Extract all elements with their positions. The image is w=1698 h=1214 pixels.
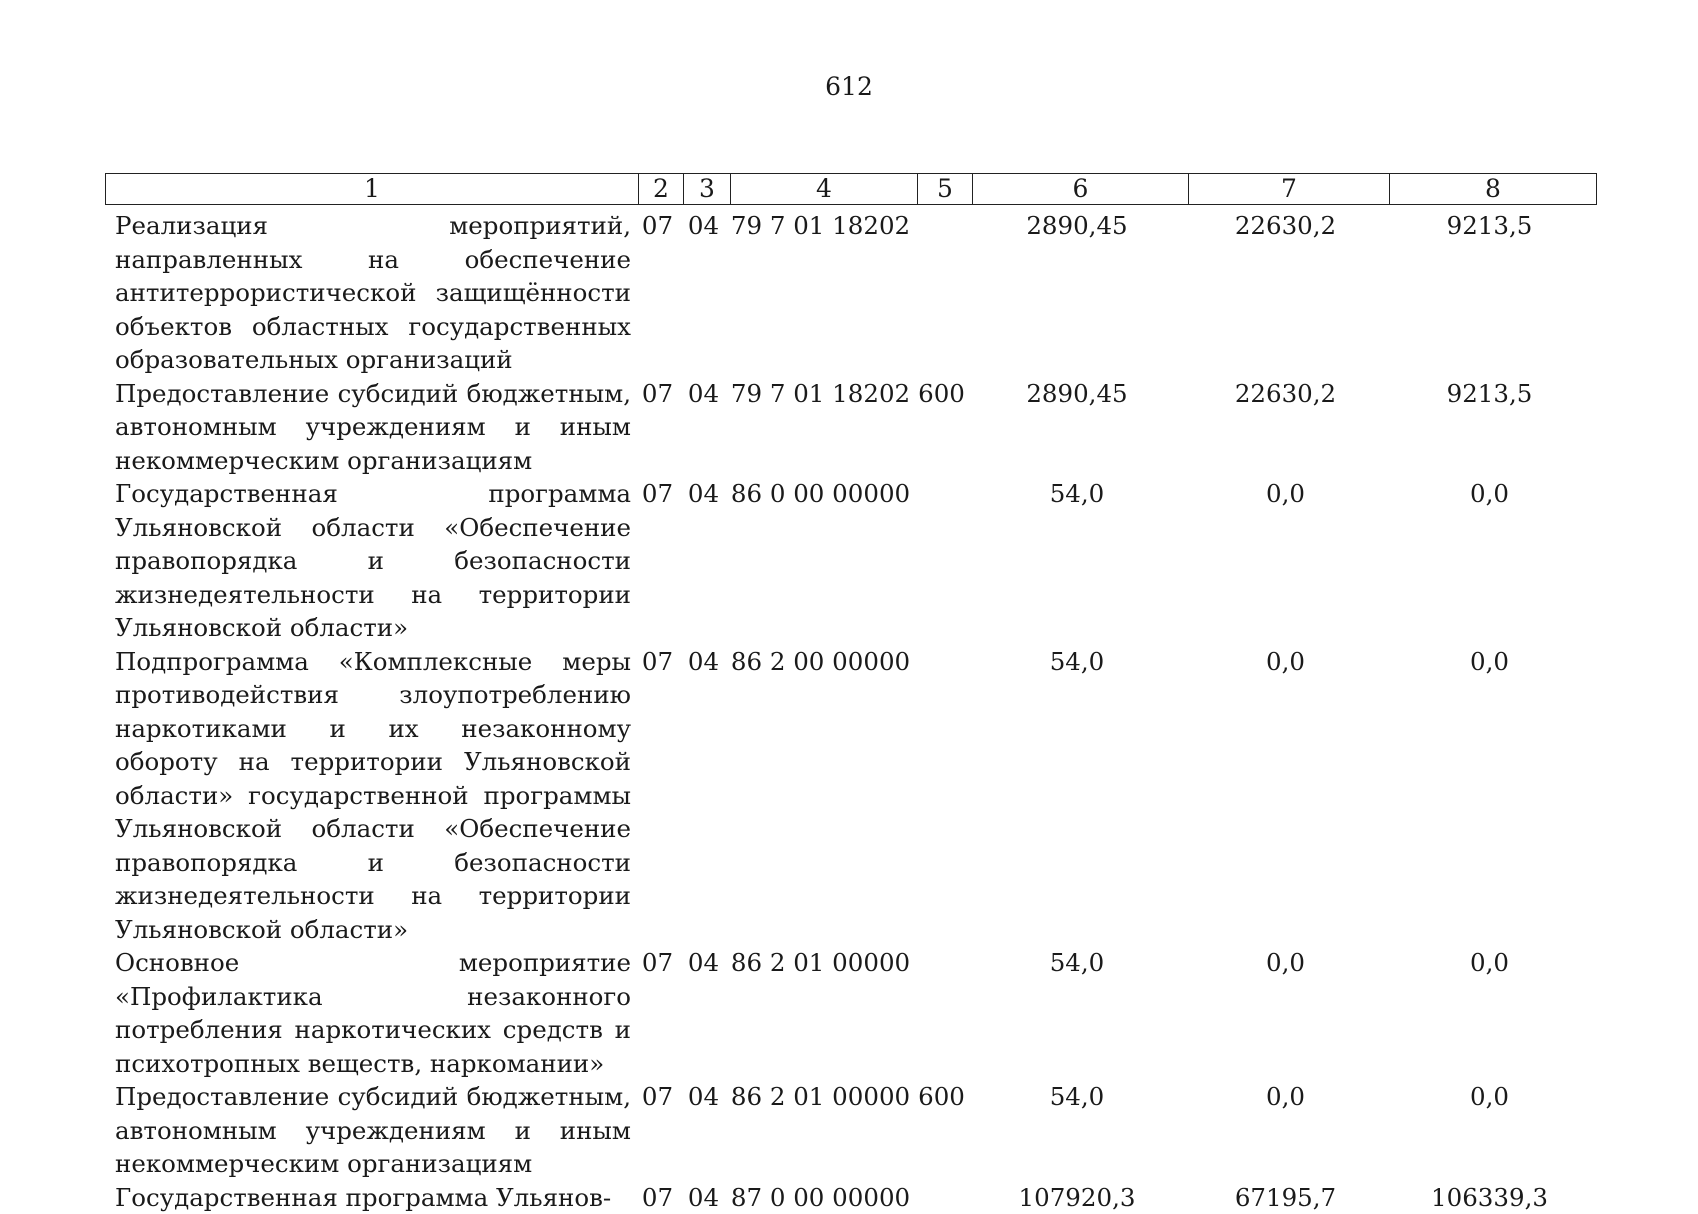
row-val8: 0,0 [1386,1080,1593,1181]
row-val6: 54,0 [969,946,1185,1080]
table-header [105,173,1597,205]
row-name: Подпрограмма «Комплексные меры противодействия злоупотреблению наркотиками и их незаконному обороту на территории Ульяновской области» государственной программы Ульяновской области «Обеспечение правопорядка и безопасности жизнедеятельности на территории Ульяновской области» [105,645,635,947]
row-val8: 9213,5 [1386,377,1593,478]
row-expense-type [914,645,969,947]
row-section: 07 [635,477,680,645]
row-subsection: 04 [680,477,727,645]
row-section: 07 [635,645,680,947]
table-row [105,645,1593,947]
row-name: Предоставление субсидий бюджетным, автономным учреждениям и иным некоммерческим организациям [105,1080,635,1181]
row-val7: 0,0 [1185,477,1386,645]
header-col-6: 6 [972,174,1188,204]
row-name: Государственная программа Ульянов- [105,1181,635,1214]
row-val8: 0,0 [1386,477,1593,645]
row-subsection: 04 [680,377,727,478]
row-val8: 9213,5 [1386,209,1593,377]
row-val7: 0,0 [1185,946,1386,1080]
header-col-7: 7 [1188,174,1389,204]
header-col-4: 4 [730,174,917,204]
row-expense-type [914,209,969,377]
row-val7: 0,0 [1185,645,1386,947]
row-val8: 0,0 [1386,946,1593,1080]
header-col-2: 2 [638,174,683,204]
row-subsection: 04 [680,1181,727,1214]
row-name: Государственная программа Ульяновской области «Обеспечение правопорядка и безопасности жизнедеятельности на территории Ульяновской области» [105,477,635,645]
row-section: 07 [635,1080,680,1181]
row-expense-type: 600 [914,377,969,478]
row-val8: 0,0 [1386,645,1593,947]
header-col-3: 3 [683,174,730,204]
table-row [105,1181,1593,1214]
row-val7: 67195,7 [1185,1181,1386,1214]
row-section: 07 [635,209,680,377]
row-target: 79 7 01 18202 [727,209,914,377]
row-val6: 2890,45 [969,377,1185,478]
row-subsection: 04 [680,645,727,947]
row-val6: 54,0 [969,477,1185,645]
row-subsection: 04 [680,209,727,377]
row-target: 86 2 01 00000 [727,1080,914,1181]
row-target: 79 7 01 18202 [727,377,914,478]
row-section: 07 [635,377,680,478]
table-row [105,946,1593,1080]
row-val6: 107920,3 [969,1181,1185,1214]
row-target: 87 0 00 00000 [727,1181,914,1214]
table-row [105,377,1593,478]
row-val7: 22630,2 [1185,377,1386,478]
row-target: 86 2 00 00000 [727,645,914,947]
row-expense-type [914,1181,969,1214]
row-expense-type: 600 [914,1080,969,1181]
row-target: 86 0 00 00000 [727,477,914,645]
header-col-1: 1 [106,174,638,204]
row-val7: 22630,2 [1185,209,1386,377]
table-body [105,209,1593,1214]
row-val8: 106339,3 [1386,1181,1593,1214]
row-section: 07 [635,1181,680,1214]
row-val6: 54,0 [969,1080,1185,1181]
table-row [105,1080,1593,1181]
header-col-5: 5 [917,174,972,204]
table-row [105,209,1593,377]
page-number: 612 [0,72,1698,101]
row-subsection: 04 [680,1080,727,1181]
row-val7: 0,0 [1185,1080,1386,1181]
row-section: 07 [635,946,680,1080]
row-val6: 54,0 [969,645,1185,947]
header-col-8: 8 [1389,174,1596,204]
row-val6: 2890,45 [969,209,1185,377]
row-name: Реализация мероприятий, направленных на обеспечение антитеррористической защищённости объектов областных государственных образовательных организаций [105,209,635,377]
row-subsection: 04 [680,946,727,1080]
row-name: Основное мероприятие «Профилактика незаконного потребления наркотических средств и психотропных веществ, наркомании» [105,946,635,1080]
row-expense-type [914,946,969,1080]
row-name: Предоставление субсидий бюджетным, автономным учреждениям и иным некоммерческим организациям [105,377,635,478]
table-row [105,477,1593,645]
row-expense-type [914,477,969,645]
row-target: 86 2 01 00000 [727,946,914,1080]
